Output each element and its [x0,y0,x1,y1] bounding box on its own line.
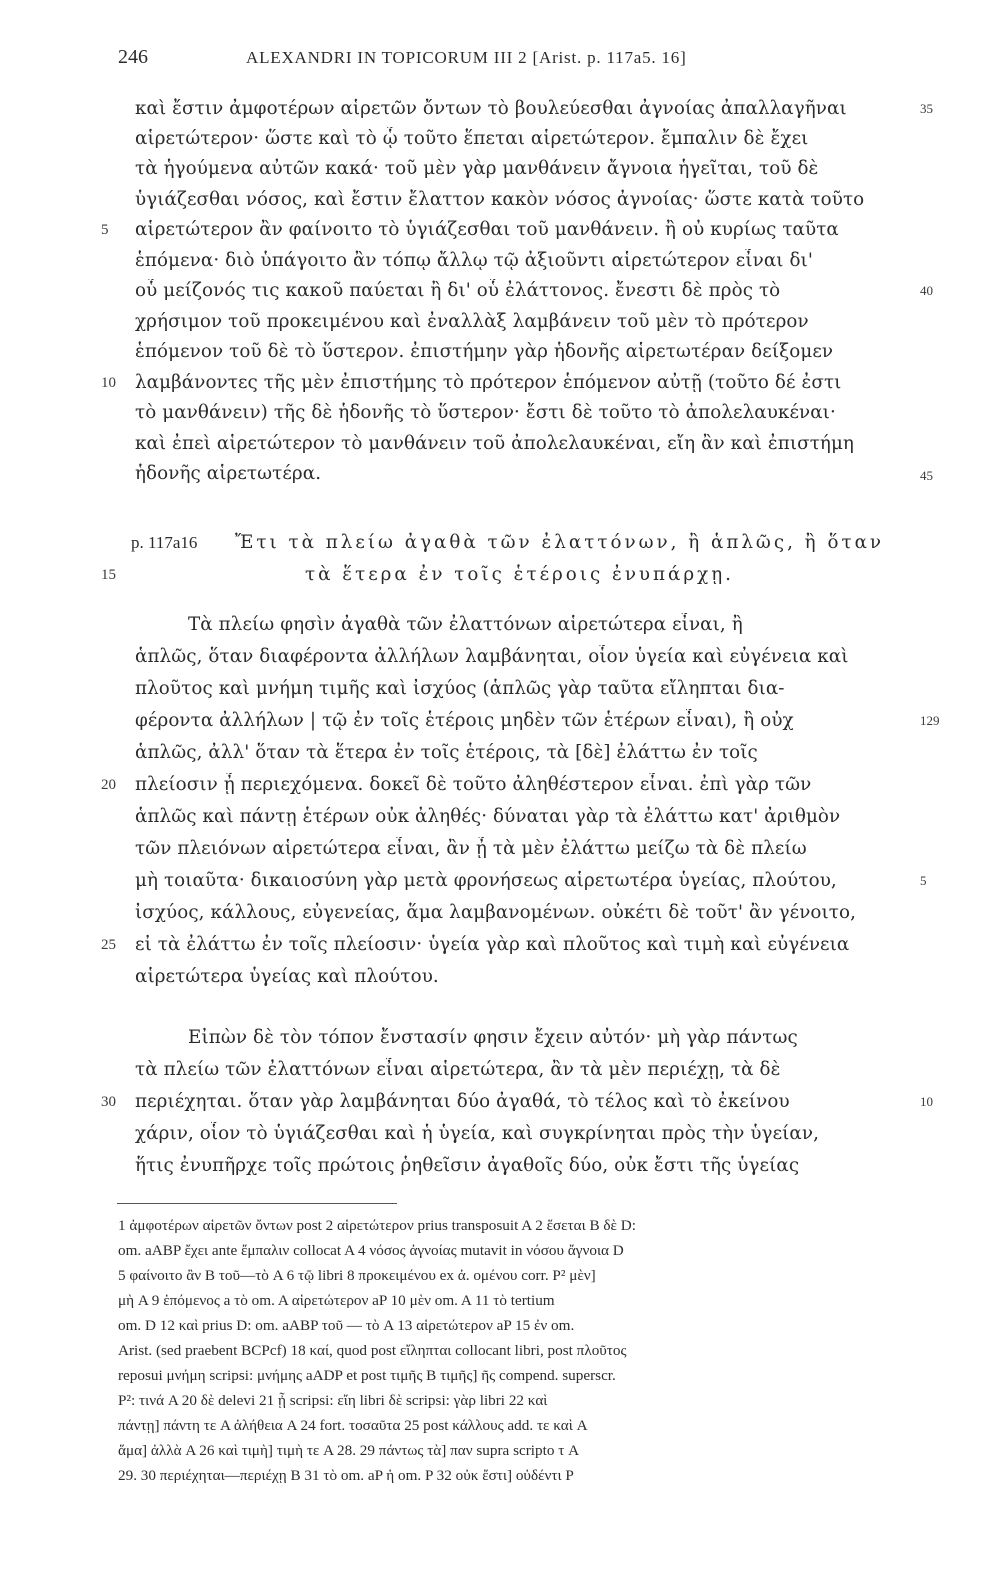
text-line: καὶ ἐπεὶ αἱρετώτερον τὸ μανθάνειν τοῦ ἀπολελαυκέναι, εἴη ἂν καὶ ἐπιστήμη [135,433,854,454]
text-line: λαμβάνοντες τῆς μὲν ἐπιστήμης τὸ πρότερον ἑπόμενον αὐτῇ (τοῦτο δέ ἐστι [135,372,842,393]
footnote-line: 1 ἀμφοτέρων αἱρετῶν ὄντων post 2 αἱρετώτερον prius transposuit A 2 ἕσεται B δὲ D: [118,1217,636,1234]
text-line: ἡδονῆς αἱρετωτέρα. [135,463,322,484]
footnote-line: reposui μνήμη scripsi: μνήμης aADP et post τιμῆς B τιμῆς] ῆς compend. superscr. [118,1367,616,1384]
footnote-line: πάντῃ] πάντη τε A ἀλήθεια A 24 fort. τοσαῦτα 25 post κάλλους add. τε καὶ A [118,1417,588,1434]
text-line: καὶ ἔστιν ἀμφοτέρων αἱρετῶν ὄντων τὸ βουλεύεσθαι ἀγνοίας ἀπαλλαγῆναι [135,98,847,119]
aristotle-reference: p. 117a16 [131,533,198,552]
margin-number: 5 [920,873,927,888]
lemma-line: Ἔτι τὰ πλείω ἀγαθὰ τῶν ἐλαττόνων, ἢ ἁπλῶς, ἢ ὅταν [235,532,885,553]
text-line: τὰ πλείω τῶν ἐλαττόνων εἶναι αἱρετώτερα, ἂν τὰ μὲν περιέχῃ, τὰ δὲ [135,1059,781,1080]
margin-number: 129 [920,713,940,728]
text-line: ἥτις ἐνυπῆρχε τοῖς πρώτοις ῥηθεῖσιν ἀγαθοῖς δύο, οὐκ ἔστι τῆς ὑγείας [135,1155,800,1176]
page-number: 246 [118,46,148,68]
text-line: εἰ τὰ ἐλάττω ἐν τοῖς πλείοσιν· ὑγεία γὰρ καὶ πλοῦτος καὶ τιμὴ καὶ εὐγένεια [135,934,850,955]
text-line: αἱρετώτερον· ὥστε καὶ τὸ ᾧ τοῦτο ἕπεται αἱρετώτερον. ἔμπαλιν δὲ ἔχει [135,128,809,149]
text-line: τῶν πλειόνων αἱρετώτερα εἶναι, ἂν ᾖ τὰ μὲν ἐλάττω μείζω τὰ δὲ πλείω [135,838,807,859]
text-line: αἱρετώτερα ὑγείας καὶ πλούτου. [135,966,439,987]
text-line: πλοῦτος καὶ μνήμη τιμῆς καὶ ἰσχύος (ἁπλῶς γὰρ ταῦτα εἴληπται δια- [135,678,785,699]
text-line: οὗ μείζονός τις κακοῦ παύεται ἢ δι' οὗ ἐλάττονος. ἔνεστι δὲ πρὸς τὸ [135,280,781,301]
text-line: ἑπόμενον τοῦ δὲ τὸ ὕστερον. ἐπιστήμην γὰρ ἡδονῆς αἱρετωτέραν δείξομεν [135,341,834,362]
line-number: 20 [101,777,116,793]
footnote-line: μὴ A 9 ἑπόμενος a τὸ om. A αἱρετώτερον aP 10 μὲν om. A 11 τὸ tertium [118,1292,555,1309]
text-line: ὑγιάζεσθαι νόσος, καὶ ἔστιν ἔλαττον κακὸν νόσος ἀγνοίας· ὥστε κατὰ τοῦτο [135,189,865,210]
text-line: φέροντα ἀλλήλων | τῷ ἐν τοῖς ἑτέροις μηδὲν τῶν ἑτέρων εἶναι), ἢ οὐχ [135,710,794,731]
footnote-line: P²: τινά A 20 δὲ delevi 21 ᾖ scripsi: εἴη libri δὲ scripsi: γὰρ libri 22 καὶ [118,1392,548,1409]
line-number: 25 [101,937,116,953]
text-line: χάριν, οἷον τὸ ὑγιάζεσθαι καὶ ἡ ὑγεία, καὶ συγκρίνηται πρὸς τὴν ὑγείαν, [135,1123,819,1144]
footnote-line: om. D 12 καὶ prius D: om. aABP τοῦ — τὸ A 13 αἱρετώτερον aP 15 ἐν om. [118,1317,575,1334]
footnote-line: 5 φαίνοιτο ἂν B τοῦ—τὸ A 6 τῷ libri 8 προκειμένου ex ἀ. ομένου corr. P² μὲν] [118,1267,596,1284]
text-line: τὸ μανθάνειν) τῆς δὲ ἡδονῆς τὸ ὕστερον· ἔστι δὲ τοῦτο τὸ ἀπολελαυκέναι· [135,402,836,423]
text-line: μὴ τοιαῦτα· δικαιοσύνη γὰρ μετὰ φρονήσεως αἱρετωτέρα ὑγείας, πλούτου, [135,870,837,891]
line-number: 10 [101,375,116,391]
line-number: 30 [101,1094,116,1110]
running-header [118,46,808,74]
text-line: Εἰπὼν δὲ τὸν τόπον ἔνστασίν φησιν ἔχειν αὐτόν· μὴ γὰρ πάντως [188,1027,798,1048]
footnote-line: 29. 30 περιέχηται—περιέχῃ B 31 τὸ om. aP ἡ om. P 32 οὐκ ἔστι] οὐδέντι P [118,1467,574,1484]
line-number: 15 [101,567,116,583]
text-line: ἑπόμενα· διὸ ὑπάγοιτο ἂν τόπῳ ἄλλῳ τῷ ἀξιοῦντι αἱρετώτερον εἶναι δι' [135,250,813,271]
footnote-line: ἅμα] ἀλλὰ A 26 καὶ τιμὴ] τιμὴ τε A 28. 29 πάντως τὰ] παν supra scripto τ A [118,1442,580,1459]
text-line: περιέχηται. ὅταν γὰρ λαμβάνηται δύο ἀγαθά, τὸ τέλος καὶ τὸ ἐκείνου [135,1091,790,1112]
margin-number: 35 [920,101,933,116]
footnote-line: Arist. (sed praebent BCPcf) 18 καί, quod post εἴληπται collocant libri, post πλοῦτος [118,1342,627,1359]
text-line: Τὰ πλείω φησὶν ἀγαθὰ τῶν ἐλαττόνων αἱρετώτερα εἶναι, ἢ [188,614,743,635]
text-line: ἁπλῶς καὶ πάντῃ ἑτέρων οὐκ ἀληθές· δύναται γὰρ τὰ ἐλάττω κατ' ἀριθμὸν [135,806,841,827]
line-number: 5 [101,222,109,238]
margin-number: 45 [920,468,933,483]
text-line: ἁπλῶς, ὅταν διαφέροντα ἀλλήλων λαμβάνηται, οἷον ὑγεία καὶ εὐγένεια καὶ [135,646,849,667]
margin-number: 10 [920,1094,933,1109]
lemma-line: τὰ ἕτερα ἐν τοῖς ἑτέροις ἐνυπάρχῃ. [305,564,734,585]
text-line: τὰ ἡγούμενα αὐτῶν κακά· τοῦ μὲν γὰρ μανθάνειν ἄγνοια ἡγεῖται, τοῦ δὲ [135,158,819,179]
footnote-line: om. aABP ἔχει ante ἔμπαλιν collocat A 4 νόσος ἀγνοίας mutavit in νόσου ἄγνοια D [118,1242,624,1259]
text-line: αἱρετώτερον ἂν φαίνοιτο τὸ ὑγιάζεσθαι τοῦ μανθάνειν. ἢ οὐ κυρίως ταῦτα [135,219,839,240]
text-line: ἁπλῶς, ἀλλ' ὅταν τὰ ἕτερα ἐν τοῖς ἑτέροις, τὰ [δὲ] ἐλάττω ἐν τοῖς [135,742,758,763]
running-title: ALEXANDRI IN TOPICORUM III 2 [Arist. p. 117a5. 16] [246,48,687,67]
text-line: χρήσιμον τοῦ προκειμένου καὶ ἐναλλὰξ λαμβάνειν τοῦ μὲν τὸ πρότερον [135,311,809,332]
margin-number: 40 [920,283,933,298]
text-line: ἰσχύος, κάλλους, εὐγενείας, ἅμα λαμβανομένων. οὐκέτι δὲ τοῦτ' ἂν γένοιτο, [135,902,857,923]
text-line: πλείοσιν ᾖ περιεχόμενα. δοκεῖ δὲ τοῦτο ἀληθέστερον εἶναι. ἐπὶ γὰρ τῶν [135,774,812,795]
footnote-separator [117,1203,397,1204]
